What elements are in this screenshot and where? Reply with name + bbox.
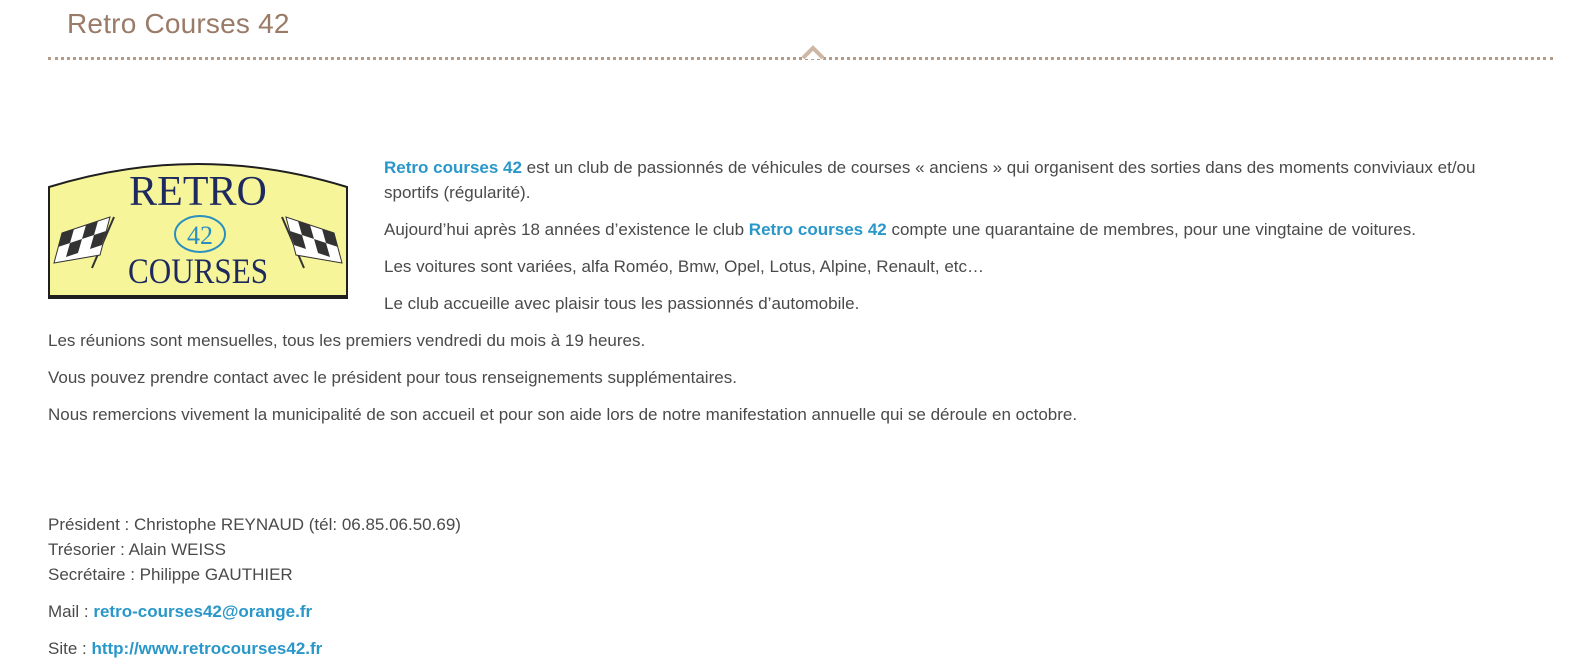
mail-label: Mail : — [48, 602, 94, 621]
intro-paragraph-2 — [384, 217, 1416, 242]
page-title: Retro Courses 42 — [67, 8, 290, 39]
site-link[interactable]: http://www.retrocourses42.fr — [91, 639, 323, 658]
divider-notch-icon — [802, 45, 824, 59]
secretary-line: Secrétaire : Philippe GAUTHIER — [48, 565, 293, 584]
intro-paragraph-1 — [384, 155, 1534, 205]
logo-number: 42 — [187, 221, 213, 250]
logo-bottom-word: COURSES — [128, 251, 268, 291]
mail-line — [48, 599, 312, 624]
club-logo — [48, 155, 348, 299]
site-line — [48, 636, 322, 661]
mail-link[interactable]: retro-courses42@orange.fr — [93, 602, 313, 621]
intro-paragraph-4: Le club accueille avec plaisir tous les passionnés d’automobile. — [384, 294, 860, 313]
meetings-paragraph: Les réunions sont mensuelles, tous les premiers vendredi du mois à 19 heures. — [48, 331, 646, 350]
intro-paragraph-3: Les voitures sont variées, alfa Roméo, Bmw, Opel, Lotus, Alpine, Renault, etc… — [384, 257, 985, 276]
club-name-link[interactable]: Retro courses 42 — [384, 158, 522, 177]
logo-top-word: RETRO — [129, 169, 267, 215]
intro-paragraph-1-text: est un club de passionnés de véhicules de courses « anciens » qui organisent des sorties dans des moments conviviaux et/ou sportifs (régularité). — [384, 158, 1476, 202]
president-line: Président : Christophe REYNAUD (tél: 06.85.06.50.69) — [48, 515, 461, 534]
title-divider — [48, 57, 1553, 60]
contact-paragraph: Vous pouvez prendre contact avec le président pour tous renseignements supplémentaires. — [48, 368, 737, 387]
intro-paragraph-2-before: Aujourd’hui après 18 années d’existence le club — [384, 220, 749, 239]
site-label: Site : — [48, 639, 92, 658]
club-name-link-2[interactable]: Retro courses 42 — [748, 220, 887, 239]
intro-paragraph-2-after: compte une quarantaine de membres, pour une vingtaine de voitures. — [886, 220, 1416, 239]
thanks-paragraph: Nous remercions vivement la municipalité de son accueil et pour son aide lors de notre manifestation annuelle qui se déroule en octobre. — [48, 405, 1078, 424]
treasurer-line: Trésorier : Alain WEISS — [48, 540, 226, 559]
